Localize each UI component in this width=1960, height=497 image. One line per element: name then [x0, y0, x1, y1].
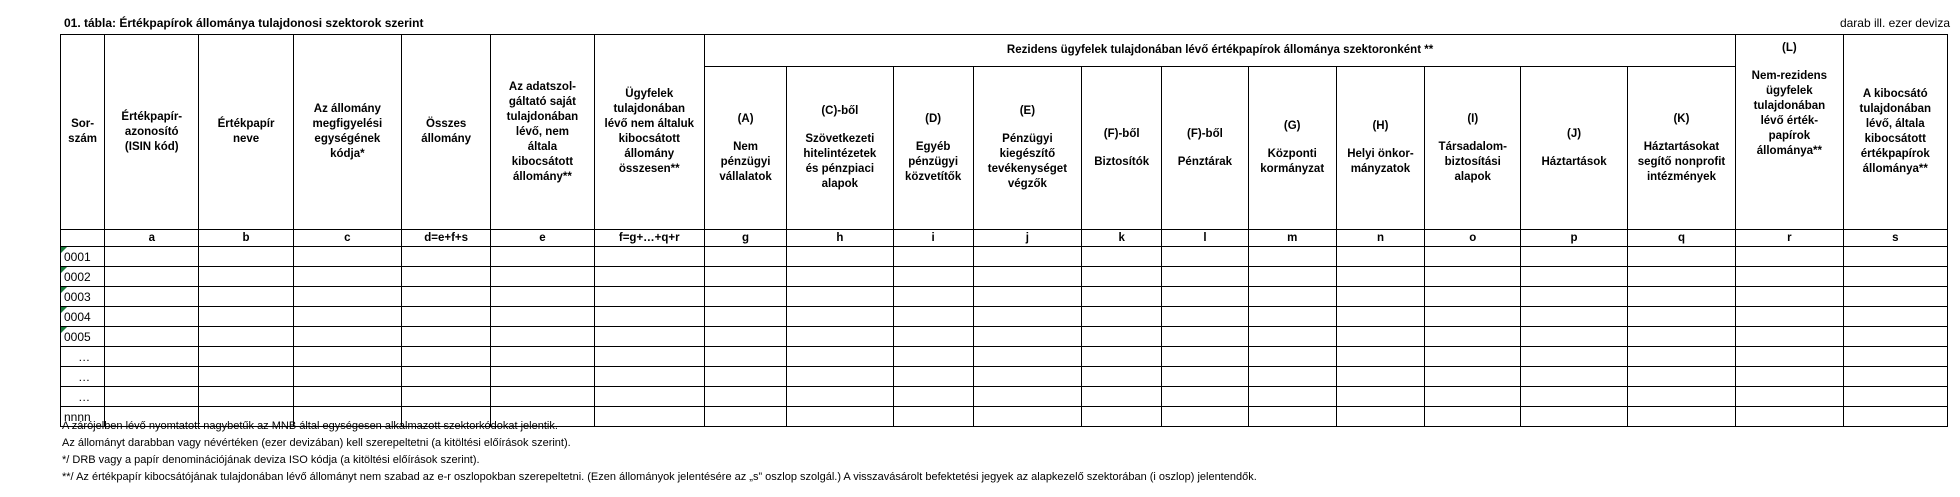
- data-cell[interactable]: [594, 347, 704, 367]
- header-r-code: (L): [1782, 42, 1797, 54]
- data-cell[interactable]: [1082, 287, 1162, 307]
- data-cell[interactable]: [1521, 287, 1627, 307]
- header-p: [1521, 67, 1627, 230]
- row-number: 0002: [61, 267, 105, 287]
- header-l-label: Pénztárak: [1177, 155, 1233, 168]
- data-cell[interactable]: [973, 327, 1081, 347]
- data-cell[interactable]: [1736, 347, 1843, 367]
- column-code: b: [199, 230, 293, 247]
- data-cell[interactable]: [105, 307, 199, 327]
- header-c: Az állomány megfigyelési egységének kódja*: [293, 35, 401, 230]
- data-cell[interactable]: [1736, 407, 1843, 427]
- code-cell-empty: [61, 230, 105, 247]
- data-cell[interactable]: [491, 287, 594, 307]
- data-cell[interactable]: [1336, 247, 1424, 267]
- data-cell[interactable]: [1521, 267, 1627, 287]
- data-cell[interactable]: [1248, 267, 1336, 287]
- data-cell[interactable]: [1248, 327, 1336, 347]
- column-code: c: [293, 230, 401, 247]
- data-cell[interactable]: [1336, 367, 1424, 387]
- header-g: [704, 67, 786, 230]
- data-cell[interactable]: [293, 247, 401, 267]
- data-cell[interactable]: [402, 347, 491, 367]
- data-cell[interactable]: [105, 247, 199, 267]
- data-cell[interactable]: [973, 247, 1081, 267]
- data-cell[interactable]: [594, 267, 704, 287]
- data-cell[interactable]: [1736, 247, 1843, 267]
- data-cell[interactable]: [1843, 327, 1947, 347]
- data-cell[interactable]: [594, 307, 704, 327]
- column-code: d=e+f+s: [402, 230, 491, 247]
- data-cell[interactable]: [973, 287, 1081, 307]
- data-cell[interactable]: [1162, 327, 1248, 347]
- data-cell[interactable]: [105, 347, 199, 367]
- data-cell[interactable]: [1248, 287, 1336, 307]
- table-row: [61, 347, 1948, 367]
- data-cell[interactable]: [1843, 267, 1947, 287]
- data-cell[interactable]: [1521, 347, 1627, 367]
- header-g-label: Nem pénzügyi vállalatok: [719, 140, 772, 183]
- column-code: i: [893, 230, 973, 247]
- column-code: p: [1521, 230, 1627, 247]
- header-r: [1736, 35, 1843, 230]
- data-cell[interactable]: [1425, 287, 1521, 307]
- data-cell[interactable]: [199, 287, 293, 307]
- table-row: [61, 287, 1948, 307]
- data-cell[interactable]: [1843, 407, 1947, 427]
- data-cell[interactable]: [1521, 327, 1627, 347]
- data-cell[interactable]: [402, 287, 491, 307]
- data-cell[interactable]: [1336, 407, 1424, 427]
- data-cell[interactable]: [1336, 347, 1424, 367]
- footnotes: [62, 418, 1257, 486]
- data-cell[interactable]: [1248, 407, 1336, 427]
- header-j-code: (E): [1019, 105, 1036, 117]
- data-cell[interactable]: [787, 247, 893, 267]
- column-code: m: [1248, 230, 1336, 247]
- table-row: [61, 327, 1948, 347]
- data-cell[interactable]: [1843, 387, 1947, 407]
- header-f: Ügyfelek tulajdonában lévő nem általuk kibocsátott állomány összesen**: [594, 35, 704, 230]
- header-l-code: (F)-ből: [1187, 127, 1223, 140]
- data-cell[interactable]: [491, 387, 594, 407]
- data-cell[interactable]: [1627, 367, 1735, 387]
- data-cell[interactable]: [402, 267, 491, 287]
- header-m: [1248, 67, 1336, 230]
- table-row: [61, 267, 1948, 287]
- data-cell[interactable]: [1425, 407, 1521, 427]
- header-e: Az adatszol- gáltató saját tulajdonában lévő, nem általa kibocsátott állomány**: [491, 35, 594, 230]
- data-cell[interactable]: [293, 387, 401, 407]
- header-o: [1425, 67, 1521, 230]
- data-cell[interactable]: [1162, 307, 1248, 327]
- data-cell[interactable]: [1425, 367, 1521, 387]
- data-cell[interactable]: [787, 267, 893, 287]
- column-code: g: [704, 230, 786, 247]
- data-cell[interactable]: [1521, 247, 1627, 267]
- data-cell[interactable]: [704, 287, 786, 307]
- header-p-code: (J): [1567, 127, 1582, 140]
- data-cell[interactable]: [105, 327, 199, 347]
- data-cell[interactable]: [1082, 247, 1162, 267]
- data-cell[interactable]: [1162, 347, 1248, 367]
- data-cell[interactable]: [893, 347, 973, 367]
- data-cell[interactable]: [704, 367, 786, 387]
- data-cell[interactable]: [1627, 387, 1735, 407]
- data-cell[interactable]: [704, 347, 786, 367]
- column-code: j: [973, 230, 1081, 247]
- data-cell[interactable]: [594, 247, 704, 267]
- header-sorszam: Sor- szám: [61, 35, 105, 230]
- unit-note: darab ill. ezer deviza: [1839, 16, 1950, 30]
- data-cell[interactable]: [893, 387, 973, 407]
- data-cell[interactable]: [1425, 307, 1521, 327]
- data-cell[interactable]: [1843, 307, 1947, 327]
- header-h-code: (C)-ből: [821, 105, 859, 117]
- data-cell[interactable]: [199, 367, 293, 387]
- header-g-code: (A): [737, 112, 754, 125]
- data-cell[interactable]: [1162, 287, 1248, 307]
- data-cell[interactable]: [1425, 247, 1521, 267]
- data-cell[interactable]: [1843, 347, 1947, 367]
- data-cell[interactable]: [199, 307, 293, 327]
- data-cell[interactable]: [1248, 247, 1336, 267]
- column-code: h: [787, 230, 893, 247]
- data-cell[interactable]: [105, 287, 199, 307]
- data-cell[interactable]: [1248, 387, 1336, 407]
- row-number: 0003: [61, 287, 105, 307]
- data-cell[interactable]: [1082, 367, 1162, 387]
- data-cell[interactable]: [973, 367, 1081, 387]
- data-cell[interactable]: [199, 267, 293, 287]
- header-o-code: (I): [1467, 112, 1479, 125]
- data-cell[interactable]: [402, 307, 491, 327]
- table-row: [61, 387, 1948, 407]
- data-cell[interactable]: [293, 267, 401, 287]
- column-code: f=g+…+q+r: [594, 230, 704, 247]
- data-cell[interactable]: [1162, 247, 1248, 267]
- data-cell[interactable]: [293, 327, 401, 347]
- footnote: A zárójelben lévő nyomtatott nagybetűk az MNB által egységesen alkalmazott szektorkódokat jelentik.: [62, 420, 558, 432]
- data-cell[interactable]: [787, 367, 893, 387]
- data-cell[interactable]: [491, 347, 594, 367]
- data-cell[interactable]: [1082, 387, 1162, 407]
- header-l: [1162, 67, 1248, 230]
- row-number: nnnn: [61, 407, 105, 427]
- data-cell[interactable]: [402, 327, 491, 347]
- data-cell[interactable]: [402, 247, 491, 267]
- data-cell[interactable]: [787, 387, 893, 407]
- header-m-label: Központi kormányzat: [1260, 148, 1325, 175]
- data-cell[interactable]: [293, 367, 401, 387]
- header-n-code: (H): [1372, 120, 1389, 132]
- data-cell[interactable]: [1627, 347, 1735, 367]
- data-cell[interactable]: [1843, 367, 1947, 387]
- data-cell[interactable]: [973, 347, 1081, 367]
- table-title: 01. tábla: Értékpapírok állománya tulajdonosi szektorok szerint: [64, 16, 424, 30]
- column-code: q: [1627, 230, 1735, 247]
- column-code: k: [1082, 230, 1162, 247]
- column-code-row: [61, 230, 1948, 247]
- data-cell[interactable]: [1736, 327, 1843, 347]
- header-d: Összes állomány: [402, 35, 491, 230]
- data-cell[interactable]: [1082, 307, 1162, 327]
- data-cell[interactable]: [594, 387, 704, 407]
- data-cell[interactable]: [199, 387, 293, 407]
- footnote: **/ Az értékpapír kibocsátójának tulajdonában lévő állományt nem szabad az e-r oszlopokban szerepeltetni. (Ezen állományok jelentésére az „s” oszlop szolgál.) A visszavásárolt befektetési jegyek az alapkezelő szektorában (i oszlop) jelentendők.: [62, 471, 1257, 483]
- data-cell[interactable]: [973, 267, 1081, 287]
- column-code: e: [491, 230, 594, 247]
- data-cell[interactable]: [1627, 307, 1735, 327]
- header-s: A kibocsátó tulajdonában lévő, általa kibocsátott értékpapírok állománya**: [1843, 35, 1947, 230]
- column-code: o: [1425, 230, 1521, 247]
- data-cell[interactable]: [893, 267, 973, 287]
- data-cell[interactable]: [973, 387, 1081, 407]
- data-cell[interactable]: [402, 387, 491, 407]
- data-cell[interactable]: [1248, 347, 1336, 367]
- row-number: 0001: [61, 247, 105, 267]
- data-cell[interactable]: [402, 367, 491, 387]
- data-cell[interactable]: [1627, 267, 1735, 287]
- column-code: a: [105, 230, 199, 247]
- data-cell[interactable]: [704, 387, 786, 407]
- header-n: [1336, 67, 1424, 230]
- header-p-label: Háztartások: [1541, 155, 1607, 168]
- footnote: Az állományt darabban vagy névértéken (ezer devizában) kell szerepeltetni (a kitöltési előírások szerint).: [62, 437, 571, 449]
- header-i-label: Egyéb pénzügyi közvetítők: [904, 140, 962, 183]
- data-cell[interactable]: [491, 267, 594, 287]
- header-a: Értékpapír- azonosító (ISIN kód): [105, 35, 199, 230]
- data-cell[interactable]: [1082, 347, 1162, 367]
- data-cell[interactable]: [491, 247, 594, 267]
- row-number: …: [61, 367, 105, 387]
- data-cell[interactable]: [1521, 307, 1627, 327]
- column-code: l: [1162, 230, 1248, 247]
- data-cell[interactable]: [594, 367, 704, 387]
- header-j: [973, 67, 1081, 230]
- data-cell[interactable]: [1521, 387, 1627, 407]
- data-cell[interactable]: [105, 387, 199, 407]
- data-cell[interactable]: [1627, 407, 1735, 427]
- header-k-label: Biztosítók: [1094, 155, 1150, 168]
- footnote: */ DRB vagy a papír denominációjának deviza ISO kódja (a kitöltési előírások szerint).: [62, 454, 480, 466]
- securities-table: [60, 34, 1948, 427]
- data-cell[interactable]: [1521, 367, 1627, 387]
- header-r-label: Nem-rezidens ügyfelek tulajdonában lévő érték- papírok állománya**: [1751, 70, 1828, 157]
- data-cell[interactable]: [491, 367, 594, 387]
- column-code: n: [1336, 230, 1424, 247]
- data-cell[interactable]: [1843, 247, 1947, 267]
- column-code: s: [1843, 230, 1947, 247]
- data-cell[interactable]: [704, 247, 786, 267]
- data-cell[interactable]: [893, 327, 973, 347]
- header-h: [787, 67, 893, 230]
- data-cell[interactable]: [293, 287, 401, 307]
- data-cell[interactable]: [1162, 267, 1248, 287]
- row-number: 0004: [61, 307, 105, 327]
- data-cell[interactable]: [1425, 347, 1521, 367]
- data-cell[interactable]: [1627, 327, 1735, 347]
- row-number: 0005: [61, 327, 105, 347]
- data-cell[interactable]: [973, 307, 1081, 327]
- header-j-label: Pénzügyi kiegészítő tevékenységet végzők: [987, 133, 1068, 190]
- header-q: [1627, 67, 1735, 230]
- data-cell[interactable]: [199, 327, 293, 347]
- data-cell[interactable]: [1162, 387, 1248, 407]
- data-cell[interactable]: [787, 307, 893, 327]
- header-i-code: (D): [925, 112, 942, 125]
- data-cell[interactable]: [1736, 367, 1843, 387]
- header-q-code: (K): [1673, 112, 1690, 125]
- column-code: r: [1736, 230, 1843, 247]
- data-cell[interactable]: [1843, 287, 1947, 307]
- header-k-code: (F)-ből: [1103, 127, 1140, 140]
- data-cell[interactable]: [1521, 407, 1627, 427]
- data-cell[interactable]: [1082, 327, 1162, 347]
- data-cell[interactable]: [1248, 307, 1336, 327]
- header-h-label: Szövetkezeti hitelintézetek és pénzpiaci alapok: [803, 133, 877, 190]
- data-cell[interactable]: [1736, 387, 1843, 407]
- header-b: Értékpapír neve: [199, 35, 293, 230]
- data-cell[interactable]: [787, 287, 893, 307]
- data-cell[interactable]: [1336, 307, 1424, 327]
- data-cell[interactable]: [105, 267, 199, 287]
- row-number: …: [61, 387, 105, 407]
- data-cell[interactable]: [893, 287, 973, 307]
- data-cell[interactable]: [1336, 287, 1424, 307]
- data-cell[interactable]: [293, 307, 401, 327]
- data-cell[interactable]: [1627, 287, 1735, 307]
- row-number: …: [61, 347, 105, 367]
- data-cell[interactable]: [1627, 247, 1735, 267]
- data-cell[interactable]: [704, 327, 786, 347]
- data-cell[interactable]: [199, 247, 293, 267]
- table-row: [61, 247, 1948, 267]
- data-cell[interactable]: [1425, 267, 1521, 287]
- data-cell[interactable]: [1082, 267, 1162, 287]
- header-n-label: Helyi önkor- mányzatok: [1347, 148, 1414, 175]
- data-cell[interactable]: [1162, 367, 1248, 387]
- data-cell[interactable]: [704, 307, 786, 327]
- data-cell[interactable]: [1336, 327, 1424, 347]
- data-cell[interactable]: [594, 287, 704, 307]
- data-cell[interactable]: [893, 247, 973, 267]
- data-cell[interactable]: [787, 327, 893, 347]
- data-cell[interactable]: [1736, 287, 1843, 307]
- data-cell[interactable]: [893, 307, 973, 327]
- data-cell[interactable]: [1425, 387, 1521, 407]
- header-q-label: Háztartásokat segítő nonprofit intézmények: [1637, 140, 1726, 183]
- header-k: [1082, 67, 1162, 230]
- data-cell[interactable]: [491, 327, 594, 347]
- table-row: [61, 367, 1948, 387]
- data-cell[interactable]: [1425, 327, 1521, 347]
- data-cell[interactable]: [1336, 387, 1424, 407]
- data-cell[interactable]: [787, 347, 893, 367]
- header-m-code: (G): [1283, 120, 1301, 132]
- data-cell[interactable]: [1248, 367, 1336, 387]
- data-cell[interactable]: [491, 307, 594, 327]
- data-cell[interactable]: [199, 347, 293, 367]
- data-cell[interactable]: [594, 327, 704, 347]
- data-cell[interactable]: [1736, 307, 1843, 327]
- table-row: [61, 307, 1948, 327]
- header-i: [893, 67, 973, 230]
- data-cell[interactable]: [704, 267, 786, 287]
- data-cell[interactable]: [293, 347, 401, 367]
- header-resident-group: Rezidens ügyfelek tulajdonában lévő értékpapírok állománya szektoronként **: [704, 35, 1735, 67]
- header-o-label: Társadalom- biztosítási alapok: [1438, 140, 1507, 183]
- data-cell[interactable]: [893, 367, 973, 387]
- data-cell[interactable]: [1336, 267, 1424, 287]
- data-cell[interactable]: [1736, 267, 1843, 287]
- data-cell[interactable]: [105, 367, 199, 387]
